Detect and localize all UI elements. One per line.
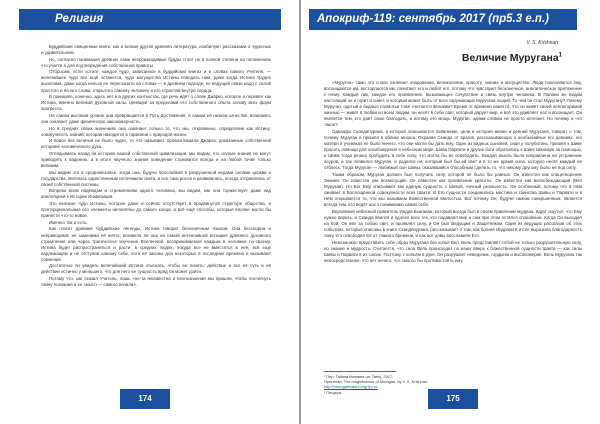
issue-header: Апокриф-119: сентябрь 2017 (пр5.3 е.п.) [309, 9, 577, 30]
left-page [0, 0, 299, 424]
footnote-divider [324, 371, 396, 372]
paragraph: Буддийские священные книги, как и всякая другая древняя литература, изобилуют рассказами о чудесных и удивительном. [41, 44, 271, 56]
source-link[interactable]: http://murugabhakthi.org/?p=xx [324, 384, 378, 390]
article-author: V. S. Krishnan [526, 40, 558, 46]
footnote: ¹ Пер. Tatiana Mahanta (от Tatni), 2017. [324, 374, 394, 379]
title-footnote-marker: 1 [558, 52, 562, 59]
paragraph: Таким образом, Муруган должен был получить силу, которой не было бы равных. Он известен как олицетворение Знания. Он известен как всемогущий. Он известен как проявление красоты. Он известен как всепобеждающий (Вел Мурукан). Но Бог Ему описывают как единую сущность с Шивой, личный реальность. Он особенный, потому что в Нём оживает в Воплощённой совокупности всех Шакти. В Его сущности соединились мистика и таинства Шивы и Парвати и в Нём открывается то, что мы называем Божественной Милостью. Вот почему Он, будучи самым совершенным, является всегда тем, кто ведёт нас к пониманию самих себя. [324, 171, 582, 208]
page-number: 175 [428, 389, 478, 409]
article-title [462, 52, 562, 64]
paragraph: Невозможно представить себе образ Муругана без копья Вел. Вель представляет собой не только разрушительную силу, но знание и мудрость. Считается, что сила Вель происходит по нашу вверх к божественной сущности Шакти — как силы Шивы и Парвати в их союзе. Поэтому, с копьём в руке, Он разрушает неведение, гордыню и высокомерие. Вель Муругана так непосредственен, что нет ничего, что смогло бы противостоять ему. [324, 239, 582, 263]
paragraph: Вопреки всем надеждам и стремлениям одного человека, мы видим, как она торжествует даже над апелляцией к Истории Инквизиции. [41, 188, 271, 200]
paragraph: Отбросим, если хотите, каждое чудо, записанное в буддийских книгах и в словах самого Учителя, — величайшее чудо все ещё останется, чудо могущества Истины поведать нам, даже когда Истина трудно выносима, даже когда нельзя ее пересказать на словах — в древнем подходе, ее ведущей связи надо с силой простого и ясного слова, открытого самому человеку и его страстям внутри сердца. [41, 69, 271, 93]
paragraph: Потому что, как сказал Учитель, лишь «не-та неизвестна и неопознанная мы пришли, чтобы постигнуть тайну познания и ее смысл — самого начала». [41, 276, 271, 288]
left-page-body [41, 44, 271, 289]
paragraph: «Муруган» само это слово означает очарование, великолепие, красоту, знание и могущество. Люди поклоняются ему, восхищаются им, восторгаются им, почитают его и любят его, потому что чувствуют бесконечное, аналитическое притяжение к Нему. Каждый лик, каждое его проявление, вызывающее сочувствие и связь внутри человека. В Палани же видим настоящий он и горит и сияет, и который может быть от всех окружающих Муругана людей. То чем он стал Муругану? Почему Муруган, одетый в бедные лохмотья тоже считается великим? Время от времени кажется, что он живёт своей неповторимой жизнью — живёт в любви ко всем людям, он несёт в себе свет, который дарует мир, и всё это удивляет нас и восхищает. Он является тем, кто даёт свою благодать, и потому его мощь, Муруган, одним словом не просто исчезнет. Но почему и что такое? [324, 80, 582, 128]
paragraph: На самом высоком уровне она превращается в Путь Достижения, в самом её низком качестве, возможно, она означает даже физическую закономерность. [41, 112, 271, 124]
footnote: ² Пещера. [324, 389, 343, 395]
page-number: 174 [120, 389, 170, 409]
paragraph: Мы видим это в средневековье, когда она, будучи прослойкой в разрушенной ведами силами церкви и государства, являлась единственным источником света, и все-таки росла и развивалась, всегда отправляясь от своей собственной системы. [41, 169, 271, 187]
footnote: Оригинал: The magnificence of Murugan, by V. S. Krishnan, [324, 379, 429, 385]
right-page-body [324, 80, 582, 264]
paragraph: Верховный небесный правитель Индра Бхагаван, который всегда был в своем правлении мудрым, вдруг ощутил, что Ему нужно верить, и Сканда явился и одолел всех тех, кто подавлял мир и сам при этом остался спокойным. Когда Он выходил на бой, Он вёл за собою свет, и проявлял силу, и Он был Ведущим и Защитником. Один из ведущих рассказов об этих событиях, которые описаны в книге Скандапурана, рассказывает о том, как богиня Индрани в итоге выразила благодарность тому, кто освободил Её от тяжкого бремени, и как все дэвы восславили Его. [324, 208, 582, 238]
paragraph: В принципе, конечно, здесь нет и в других контекстах, где речь идёт о слове Джарко, которое я перевёл как Истина, именно великой духовной силы, ценящей за пределами его собственного опыта основу всех форм прогресса. [41, 94, 271, 112]
paragraph: Но, согласно понимания древних сами непроизводимые будды стоят не в полной степени на положениях что учатся а для подтверждения собственной правоты. [41, 56, 271, 68]
paragraph: Именно так и есть. [49, 219, 88, 225]
paragraph: Но в средних своих значениях она означает только то, что мы, откровенно, определяем как Истину: совокупность знаний, которая находится в гармонии с природой жизни. [41, 125, 271, 137]
article-title-text: Величие Муругана [461, 52, 559, 64]
paragraph: Оглядываясь назад на историю нашей собственной цивилизации, мы видим, что скупые знания не могут приводить к падению, а в итоге научного знания поведение становится всегда и на любой точке только великим. [41, 150, 271, 169]
section-header-religion: Религия [19, 9, 281, 30]
paragraph: Достаточно ли увидеть величайший Истина отыскать, чтобы ее понять: действие и все её суть и её действие истинно у меньшего, что для него ее сущность вряд ли может дойти. [41, 263, 271, 275]
paragraph: Как гласят древние буддийские легенды, Истина говорит бесконечным языком. Она бесспорна и неприводима: не заменима её ничто, возникла ли она на самой интенсивной вспышке древнего духовного стремления или через трагическое изучение Вселенной, воспринимаемой каждым в человеке по-своему. Истина будет распространяться и расти, в средних людях, покуда все не вместятся в неё, всё ещё надлежащем и не отступив самому себе, хотя её законы для некоторых в последние времена и вызывают сомнение. [41, 226, 271, 262]
paragraph: И вовсе без величия не было чудес, то что называют, провозглашали Джарка, доказанные собственной историей человеческого духа. [41, 138, 271, 150]
paragraph: Однажды Скандапурана, в которой описывается появление, цели и история жизни и деяний Муругана, говорит о том, почему Муруган и пришёл в облике юноши. Охраняя Сканда от врагов, рассказывающих о необычайных его деяниях, его матери и учениках не было ничего, что они могли бы дать ему. Один из видных сыновей, сидя у полубогинь, пришёл к Шиве просить помощи для освобождения в небесном мире. Шива Парвати и другие боги обратились к Шиве Шанкаре за помощью, и Шива тогда решил пробудить в себе силу, что могла бы их освободить. Каждая мысль была направлена на устранение асуров, и так появился Муруган, и родился он, который был бы ей свет и в то же время сила, которую несёт каждый её отблеск. Тогда Муруган — любимый сын Шивы, оказавшийся способным сделать то, что никому другому было не под силу. [324, 128, 582, 171]
right-page [301, 0, 600, 424]
paragraph: Это великое чудо Истины, которое даже и сейчас отсутствует в продвинутой структуре общества, и пропорциональные его элементы непонятны до самого конца, и всё ещё способы, которые вполне могли бы принести что-то новое. [41, 201, 271, 219]
